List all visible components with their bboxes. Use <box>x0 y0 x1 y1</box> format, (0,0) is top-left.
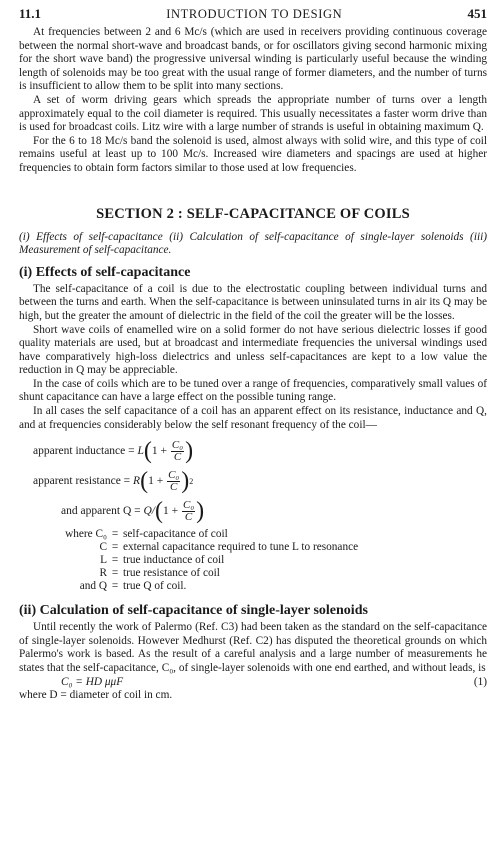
equation-label: apparent resistance = <box>33 475 131 488</box>
fraction: $\frac{\text{C₀}}{C}$ <box>182 498 195 523</box>
equation-variable: R <box>133 475 141 488</box>
definitions-list <box>19 528 487 593</box>
paragraph: Short wave coils of enamelled wire on a solid former do not have serious dielectric losses if good quality materials are used, but at broadcast and intermediate frequencies the universal windings used have comparatively high-loss dielectrics and unless self-capacitances are kept to a low value the reduction in Q may be appreciable. <box>19 323 487 377</box>
section-contents: (i) Effects of self-capacitance (ii) Calculation of self-capacitance of single-layer solenoids (iii) Measurement of self-capacitance. <box>19 230 487 257</box>
definition-row: R = true resistance of coil <box>99 567 220 580</box>
page-number: 451 <box>467 6 487 21</box>
equation-term: 1 + <box>148 475 164 488</box>
definition-row: L = true inductance of coil <box>100 554 225 567</box>
paragraph: At frequencies between 2 and 6 Mc/s (which are used in receivers providing continuous coverage between the normal short-wave and broadcast bands, or for oscillators giving second harmonic mixing for the short wave band) the progressive universal winding is particularly useful because the winding length of solenoids may be too great with the usual range of former diameters, and the number of turns is insufficient to allow them to be split into many sections. <box>19 26 487 93</box>
equation-variable: Q/ <box>143 505 155 518</box>
fraction: $\frac{\text{C₀}}{C}$ <box>168 468 180 493</box>
equation-q: and apparent Q = Q/ ( 1 + $\frac{\text{C₀}}{C}$ ) <box>61 498 205 525</box>
fraction: $\frac{\text{C₀}}{C}$ <box>171 438 184 463</box>
equation-variable: L <box>137 445 144 458</box>
definition-row: C = external capacitance required to tune L to resonance <box>99 541 359 554</box>
definition-row: and Q = true Q of coil. <box>79 580 187 593</box>
formula-definition: where D = diameter of coil in cm. <box>19 689 173 702</box>
running-title: INTRODUCTION TO DESIGN <box>166 7 343 21</box>
equation-label: and apparent Q = <box>61 505 141 518</box>
paragraph: Until recently the work of Palermo (Ref. C3) had been taken as the standard on the self-capacitance of single-layer solenoids. However Medhurst (Ref. C2) has disputed the theoretical grounds on which Palermo's work is based. As the result of a careful analysis and a large number of measurements he states that the self-capacitance, C₀, of single-layer solenoids with one end earthed, and without leads, is <box>19 621 487 675</box>
definition-row: where C₀ = self-capacitance of coil <box>65 528 228 541</box>
subsection-heading: (ii) Calculation of self-capacitance of single-layer solenoids <box>19 603 368 619</box>
equations-block <box>19 436 487 526</box>
equation-resistance: apparent resistance = R ( 1 + $\frac{\text{C₀}}{C}$ ) 2 <box>33 468 194 495</box>
equation-term: 1 + <box>162 505 179 518</box>
formula: C₀ = HD μμF <box>61 675 124 688</box>
equation-term: 1 + <box>151 445 168 458</box>
running-header <box>19 6 487 26</box>
exponent: 2 <box>189 476 194 486</box>
subsection-heading: (i) Effects of self-capacitance <box>19 264 191 280</box>
section-title: SECTION 2 : SELF-CAPACITANCE OF COILS <box>96 205 410 222</box>
paragraph: The self-capacitance of a coil is due to the electrostatic coupling between individual turns and between the turns and earth. When the self-capacitance is between uninsulated turns in air its Q may be high, but the greater the amount of dielectric in the field of the coil the greater will be the losses. <box>19 282 487 322</box>
paragraph: For the 6 to 18 Mc/s band the solenoid is used, almost always with solid wire, and this type of coil remains useful at least up to 100 Mc/s. Increased wire diameters and spacings are used at higher frequencies to obtain form factors similar to those used at low frequencies. <box>19 134 487 174</box>
section-number: 11.1 <box>19 6 42 21</box>
formula-number: (1) <box>473 675 487 688</box>
numbered-formula <box>19 676 487 690</box>
paragraph: A set of worm driving gears which spreads the appropriate number of turns over a length approximately equal to the coil diameter is required. This usually necessitates a faster worm drive than is used for broadcast coils. Litz wire with a large number of strands is useful in obtaining maximum Q. <box>19 93 487 134</box>
paragraph: In the case of coils which are to be tuned over a range of frequencies, comparatively small values of shunt capacitance can have a large effect on the possible tuning range. <box>19 377 487 404</box>
equation-inductance: apparent inductance = L ( 1 + $\frac{\text{C₀}}{C}$ ) <box>33 438 194 465</box>
paragraph: In all cases the self capacitance of a coil has an apparent effect on its resistance, inductance and Q, and at frequencies considerably below the self resonant frequency of the coil— <box>19 405 487 431</box>
equation-label: apparent inductance = <box>33 445 135 458</box>
